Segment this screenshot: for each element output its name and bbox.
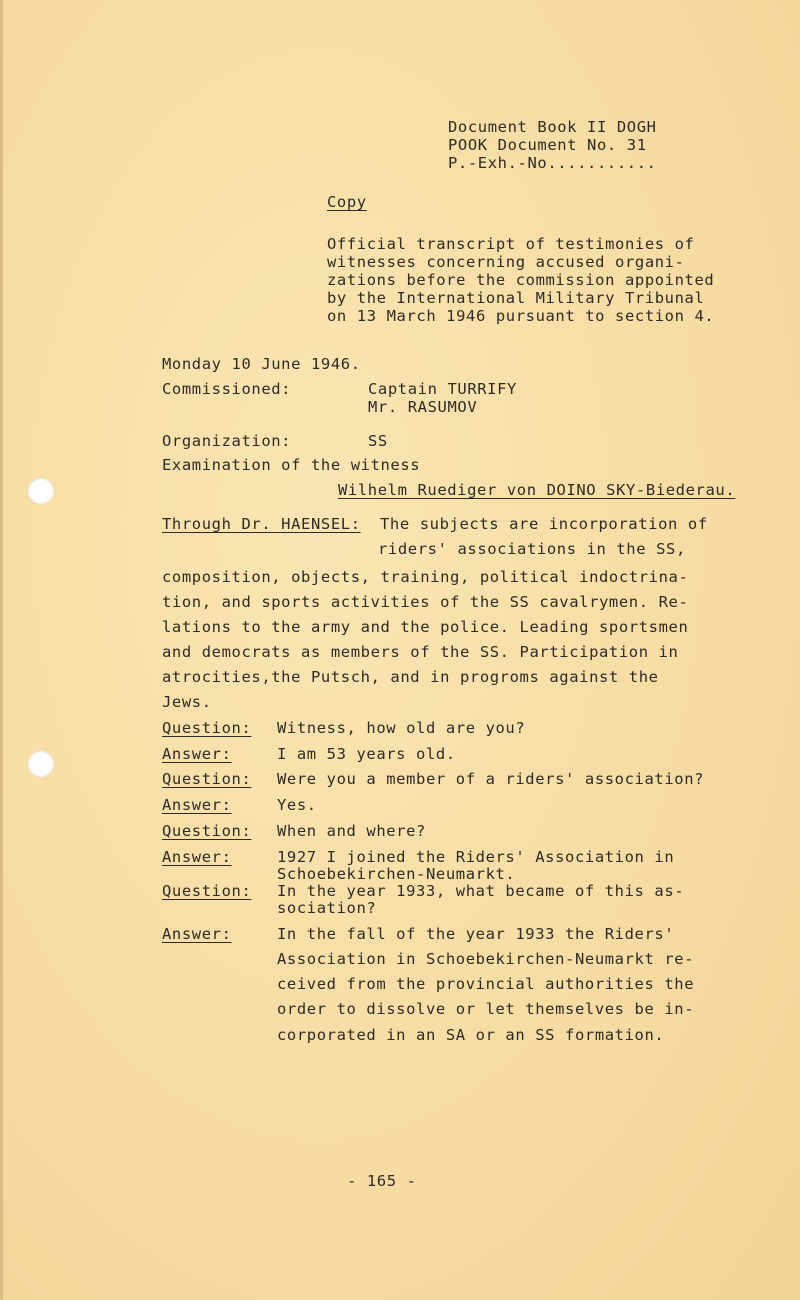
commissioned-name: Captain TURRIFY xyxy=(368,380,517,398)
organization-label: Organization: xyxy=(162,432,292,450)
header-line: POOK Document No. 31 xyxy=(448,136,647,154)
answer-label: Answer: xyxy=(162,745,232,763)
answer-label: Answer: xyxy=(162,925,232,943)
through-text: atrocities,the Putsch, and in progroms against the xyxy=(162,668,659,686)
page-number: - 165 - xyxy=(347,1172,417,1190)
through-text: lations to the army and the police. Leading sportsmen xyxy=(162,618,689,636)
subtitle-line: by the International Military Tribunal xyxy=(327,289,705,307)
qa-text: corporated in an SA or an SS formation. xyxy=(277,1026,665,1044)
qa-text: In the year 1933, what became of this as- xyxy=(277,882,685,900)
punch-hole xyxy=(28,478,54,504)
subtitle-line: witnesses concerning accused organi- xyxy=(327,253,685,271)
through-text: Jews. xyxy=(162,693,212,711)
copy-label: Copy xyxy=(327,193,367,211)
qa-text: I am 53 years old. xyxy=(277,745,456,763)
qa-text: Yes. xyxy=(277,796,317,814)
qa-text: When and where? xyxy=(277,822,426,840)
commissioned-label: Commissioned: xyxy=(162,380,292,398)
through-text: The subjects are incorporation of xyxy=(380,515,708,533)
subtitle-line: on 13 March 1946 pursuant to section 4. xyxy=(327,307,715,325)
header-line: Document Book II DOGH xyxy=(448,118,657,136)
punch-hole xyxy=(28,751,54,777)
commissioned-name: Mr. RASUMOV xyxy=(368,398,478,416)
qa-text: Association in Schoebekirchen-Neumarkt re- xyxy=(277,950,695,968)
qa-text: Schoebekirchen-Neumarkt. xyxy=(277,865,516,883)
qa-text: ceived from the provincial authorities the xyxy=(277,975,695,993)
qa-text: 1927 I joined the Riders' Association in xyxy=(277,848,675,866)
subtitle-line: zations before the commission appointed xyxy=(327,271,715,289)
qa-text: order to dissolve or let themselves be in- xyxy=(277,1000,695,1018)
page-edge xyxy=(0,0,3,1300)
answer-label: Answer: xyxy=(162,848,232,866)
through-text: composition, objects, training, political indoctrina- xyxy=(162,568,689,586)
question-label: Question: xyxy=(162,770,252,788)
answer-label: Answer: xyxy=(162,796,232,814)
qa-text: In the fall of the year 1933 the Riders' xyxy=(277,925,675,943)
qa-text: Were you a member of a riders' association? xyxy=(277,770,705,788)
through-text: tion, and sports activities of the SS cavalrymen. Re- xyxy=(162,593,689,611)
question-label: Question: xyxy=(162,882,252,900)
subtitle-line: Official transcript of testimonies of xyxy=(327,235,695,253)
header-line: P.-Exh.-No........... xyxy=(448,154,657,172)
question-label: Question: xyxy=(162,719,252,737)
witness-name: Wilhelm Ruediger von DOINO SKY-Biederau. xyxy=(338,481,736,499)
organization-value: SS xyxy=(368,432,388,450)
qa-text: sociation? xyxy=(277,899,377,917)
examination-line: Examination of the witness xyxy=(162,456,421,474)
qa-text: Witness, how old are you? xyxy=(277,719,526,737)
question-label: Question: xyxy=(162,822,252,840)
through-label: Through Dr. HAENSEL: xyxy=(162,515,361,533)
through-text: riders' associations in the SS, xyxy=(378,540,686,558)
session-date: Monday 10 June 1946. xyxy=(162,355,361,373)
through-text: and democrats as members of the SS. Participation in xyxy=(162,643,679,661)
